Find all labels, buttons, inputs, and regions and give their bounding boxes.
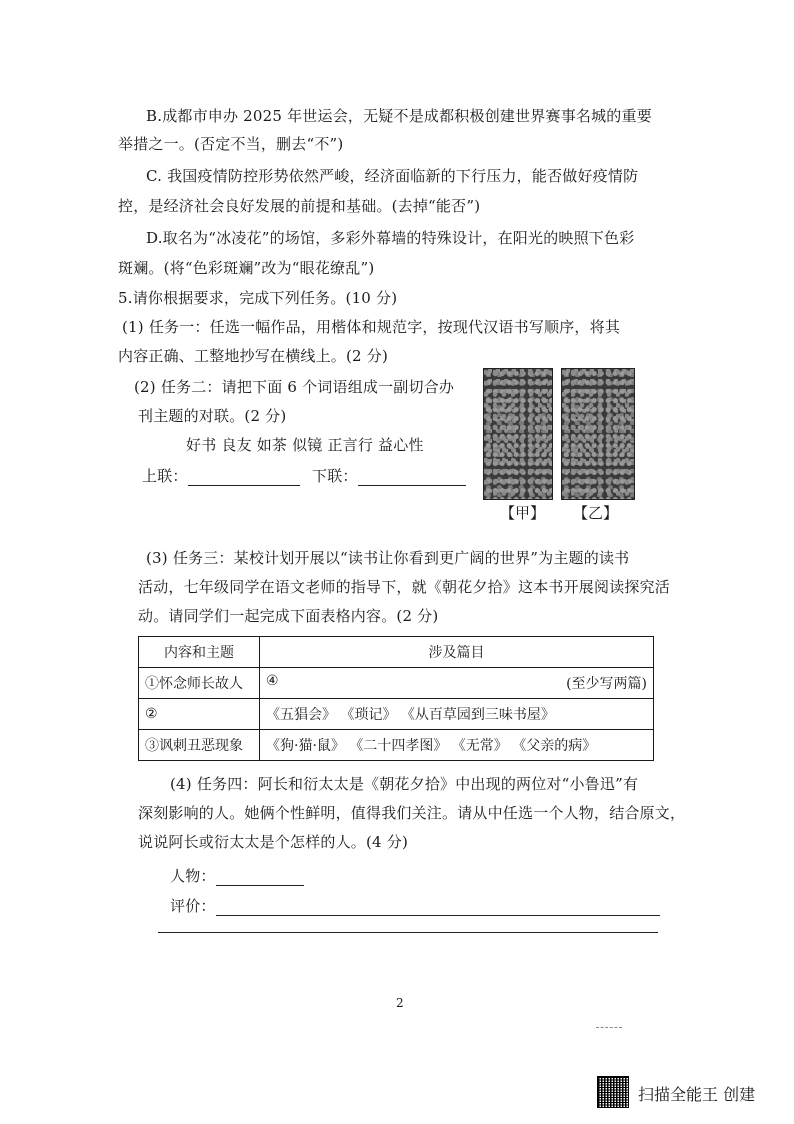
task3-line1: (3) 任务三：某校计划开展以“读书让你看到更广阔的世界”为主题的读书 <box>146 549 630 567</box>
scan-divider <box>596 1027 622 1028</box>
upper-couplet-blank[interactable] <box>188 469 300 486</box>
rubbing-label-yi: 【乙】 <box>573 504 619 522</box>
task4-line3: 说说阿长或衍太太是个怎样的人。(4 分) <box>138 833 409 851</box>
task2-line2: 刊主题的对联。(2 分) <box>138 407 287 425</box>
upper-couplet-row <box>142 466 300 486</box>
table-cell-works[interactable] <box>260 668 654 699</box>
option-c-line1: C. 我国疫情防控形势依然严峻，经济面临新的下行压力，能否做好疫情防 <box>146 167 639 185</box>
lower-couplet-blank[interactable] <box>358 469 466 486</box>
table-row <box>139 730 654 761</box>
table-cell-works: 《五猖会》 《琐记》 《从百草园到三味书屋》 <box>260 699 654 730</box>
table-cell-note: (至少写两篇) <box>566 676 647 692</box>
table-cell-theme: ③讽刺丑恶现象 <box>139 730 260 761</box>
table-cell-theme[interactable]: ② <box>139 699 260 730</box>
evaluation-blank-line2[interactable] <box>158 932 658 933</box>
evaluation-row <box>170 896 660 916</box>
table-cell-works: 《狗·猫·鼠》 《二十四孝图》 《无常》 《父亲的病》 <box>260 730 654 761</box>
lower-couplet-label: 下联： <box>312 467 358 485</box>
person-label: 人物： <box>170 867 216 885</box>
question-5-title: 5.请你根据要求，完成下列任务。(10 分) <box>118 289 398 307</box>
task3-line2: 活动，七年级同学在语文老师的指导下，就《朝花夕拾》这本书开展阅读探究活 <box>138 578 671 596</box>
table-cell-works-text: ④ <box>266 673 279 689</box>
task1-line1: (1) 任务一：任选一幅作品，用楷体和规范字，按现代汉语书写顺序，将其 <box>122 318 621 336</box>
person-row <box>170 866 304 886</box>
qr-code-icon <box>597 1076 629 1108</box>
calligraphy-rubbing-yi <box>561 368 635 500</box>
lower-couplet-row <box>312 466 466 486</box>
table-header-works: 涉及篇目 <box>260 637 654 668</box>
table-row <box>139 668 654 699</box>
task2-line1: (2) 任务二：请把下面 6 个词语组成一副切合办 <box>134 378 455 396</box>
evaluation-blank[interactable] <box>216 899 660 916</box>
page-number: 2 <box>396 996 404 1010</box>
calligraphy-rubbing-jia <box>483 368 553 500</box>
table-header-theme: 内容和主题 <box>139 637 260 668</box>
rubbing-label-jia: 【甲】 <box>500 504 546 522</box>
option-d-line2: 斑斓。(将“色彩斑斓”改为“眼花缭乱”) <box>118 259 375 277</box>
task1-line2: 内容正确、工整地抄写在横线上。(2 分) <box>118 347 389 365</box>
scanner-watermark: 扫描全能王 创建 <box>638 1085 756 1104</box>
evaluation-label: 评价： <box>170 897 216 915</box>
option-d-line1: D.取名为“冰凌花”的场馆，多彩外幕墙的特殊设计，在阳光的映照下色彩 <box>146 229 635 247</box>
reading-table <box>138 636 654 761</box>
option-b-line2: 举措之一。(否定不当，删去“不”) <box>118 135 344 153</box>
person-blank[interactable] <box>216 869 304 886</box>
task4-line2: 深刻影响的人。她俩个性鲜明，值得我们关注。请从中任选一个人物，结合原文， <box>138 804 686 822</box>
task3-line3: 动。请同学们一起完成下面表格内容。(2 分) <box>138 607 439 625</box>
word-list: 好书 良友 如茶 似镜 正言行 益心性 <box>186 436 424 454</box>
table-header-row <box>139 637 654 668</box>
task4-line1: (4) 任务四：阿长和衍太太是《朝花夕拾》中出现的两位对“小鲁迅”有 <box>170 775 639 793</box>
option-c-line2: 控，是经济社会良好发展的前提和基础。(去掉“能否”) <box>118 197 481 215</box>
table-cell-theme: ①怀念师长故人 <box>139 668 260 699</box>
option-b-line1: B.成都市申办 2025 年世运会，无疑不是成都积极创建世界赛事名城的重要 <box>146 107 652 125</box>
upper-couplet-label: 上联： <box>142 467 188 485</box>
table-row <box>139 699 654 730</box>
